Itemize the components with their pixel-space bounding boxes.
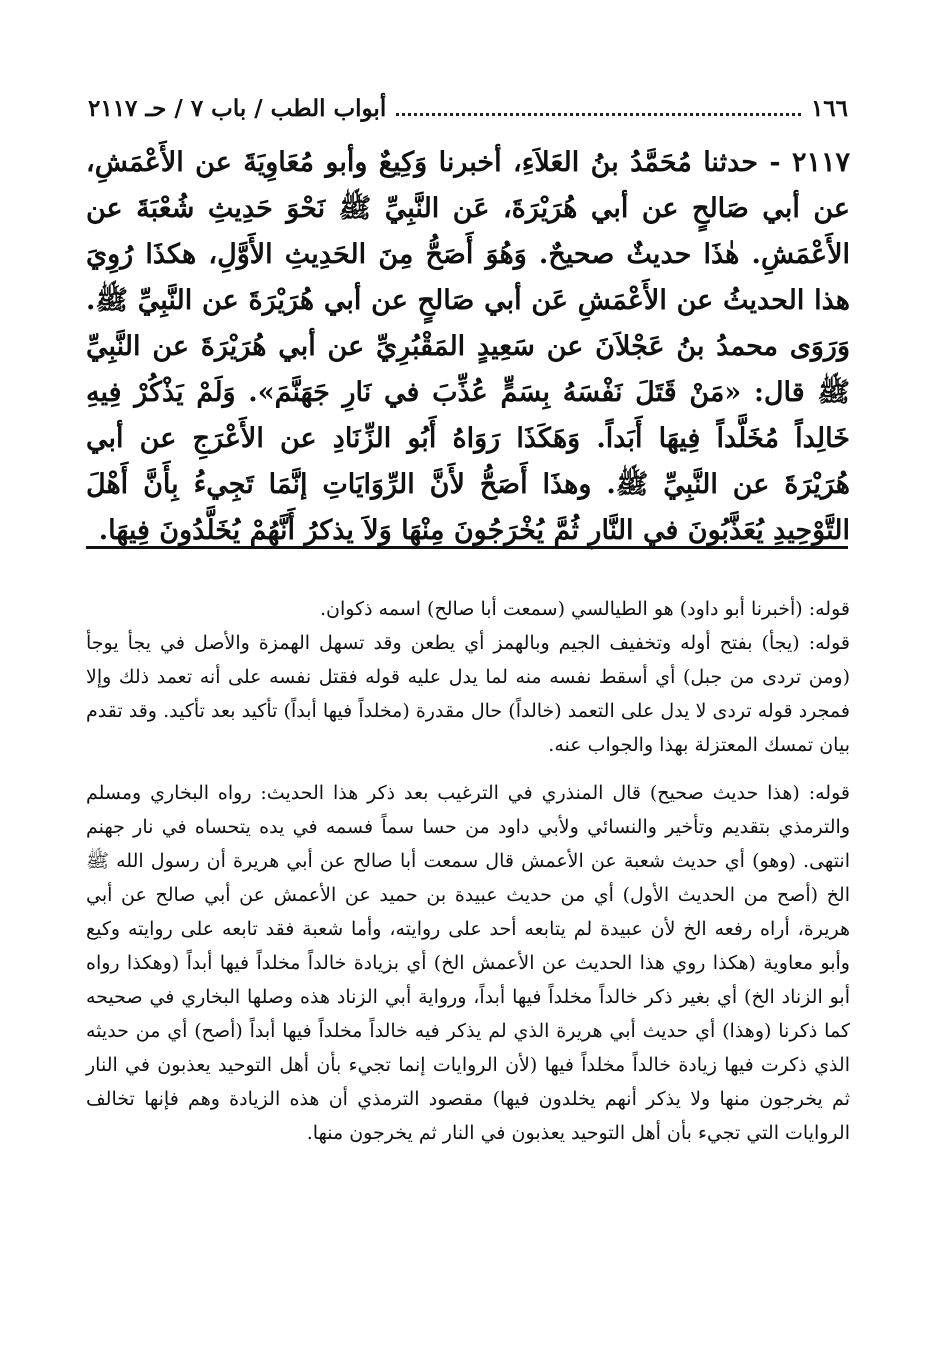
footnote-divider bbox=[86, 546, 848, 549]
running-title: أبواب الطب / باب ٧ / حـ ٢١١٧ bbox=[88, 95, 387, 122]
page-number: ١٦٦ bbox=[810, 95, 848, 122]
header-dotted-leader bbox=[396, 112, 801, 116]
commentary-paragraph: قوله: (هذا حديث صحيح) قال المنذري في الترغيب بعد ذكر هذا الحديث: رواه البخاري ومسلم والترمذي بتقديم وتأخير والنسائي ولأبي داود من حسا سماً فسمه في يده يتحساه في نار جهنم انتهى. (وهو) أي حديث شعبة عن الأعمش قال سمعت أبا صالح عن أبي هريرة أن رسول الله ﷺ الخ (أصح من الحديث الأول) أي من حديث عبيدة بن حميد عن الأعمش عن أبي صالح عن أبي هريرة، أراه رفعه الخ لأن عبيدة لم يتابعه أحد على روايته، وأما شعبة فقد تابعه على روايته وكيع وأبو معاوية (هكذا روي هذا الحديث عن الأعمش الخ) أي بزيادة خالداً مخلداً فيها أبداً (وهكذا رواه أبو الزناد الخ) أي بغير ذكر خالداً مخلداً فيها أبداً، ورواية أبي الزناد هذه وصلها البخاري في صحيحه كما ذكرنا (وهذا) أي حديث أبي هريرة الذي لم يذكر فيه خالداً مخلداً فيها أبداً (أصح) أي من حديثه الذي ذكرت فيها زيادة خالداً مخلداً فيها (لأن الروايات إنما تجيء بأن أهل التوحيد يعذبون في النار ثم يخرجون منها ولا يذكر أنهم يخلدون فيها) مقصود الترمذي أن هذه الزيادة وهم فإنها تخالف الروايات التي تجيء بأن أهل التوحيد يعذبون في النار ثم يخرجون منها. bbox=[86, 782, 850, 1144]
page-header bbox=[88, 64, 848, 124]
commentary-paragraph: قوله: (أخبرنا أبو داود) هو الطيالسي (سمعت أبا صالح) اسمه ذكوان. bbox=[319, 598, 850, 620]
commentary-section bbox=[86, 592, 850, 1150]
hadith-number: ٢١١٧ bbox=[791, 147, 850, 178]
hadith-body: - حدثنا مُحَمَّدُ بنُ العَلاَءِ، أخبرنا وَكِيعٌ وأبو مُعَاوِيَةَ عن الأَعْمَشِ، عن أبي صَالحٍ عن أبي هُرَيْرَةَ، عَن النَّبِيِّ ﷺ نَحْوَ حَدِيثِ شُعْبَةَ عن الأَعْمَشِ. هٰذَا حديثٌ صحيحٌ. وَهُوَ أَصَحُّ مِنَ الحَدِيثِ الأَوَّلِ، هكذَا رُوِيَ هذا الحديثُ عن الأَعْمَشِ عَن أبي صَالحٍ عن أبي هُرَيْرَةَ عن النَّبِيِّ ﷺ. وَرَوَى محمدُ بنُ عَجْلاَنَ عن سَعِيدٍ المَقْبُرِيِّ عن أبي هُرَيْرَةَ عن النَّبِيِّ ﷺ قال: «مَنْ قَتَلَ نَفْسَهُ بِسَمٍّ عُذِّبَ في نَارِ جَهَنَّمَ». وَلَمْ يَذْكُرْ فِيهِ خَالِداً مُخَلَّداً فِيهَا أَبَداً. وَهَكَذَا رَوَاهُ أَبُو الزِّنَادِ عن الأَعْرَجِ عن أبي هُرَيْرَةَ عن النَّبِيِّ ﷺ. وهذَا أَصَحُّ لأَنَّ الرِّوَايَاتِ إنَّمَا تَجِيءُ بِأَنَّ أَهْلَ التَّوْحِيدِ يُعَذَّبُونَ في النَّارِ ثُمَّ يُخْرَجُونَ مِنْهَا وَلاَ يذكرُ أَنَّهُمْ يُخَلَّدُونَ فِيهَا. bbox=[86, 147, 850, 546]
hadith-text bbox=[86, 140, 850, 554]
commentary-paragraph: قوله: (يجأ) بفتح أوله وتخفيف الجيم وبالهمز أي يطعن وقد تسهل الهمزة والأصل في يجأ يوجأ (ومن تردى من جبل) أي أسقط نفسه منه لما يدل عليه قوله فقتل نفسه على أنه تعمد ذلك وإلا فمجرد قوله تردى لا يدل على التعمد (خالداً) حال مقدرة (مخلداً فيها أبداً) تأكيد بعد تأكيد. وقد تقدم بيان تمسك المعتزلة بهذا والجواب عنه. bbox=[86, 632, 850, 756]
